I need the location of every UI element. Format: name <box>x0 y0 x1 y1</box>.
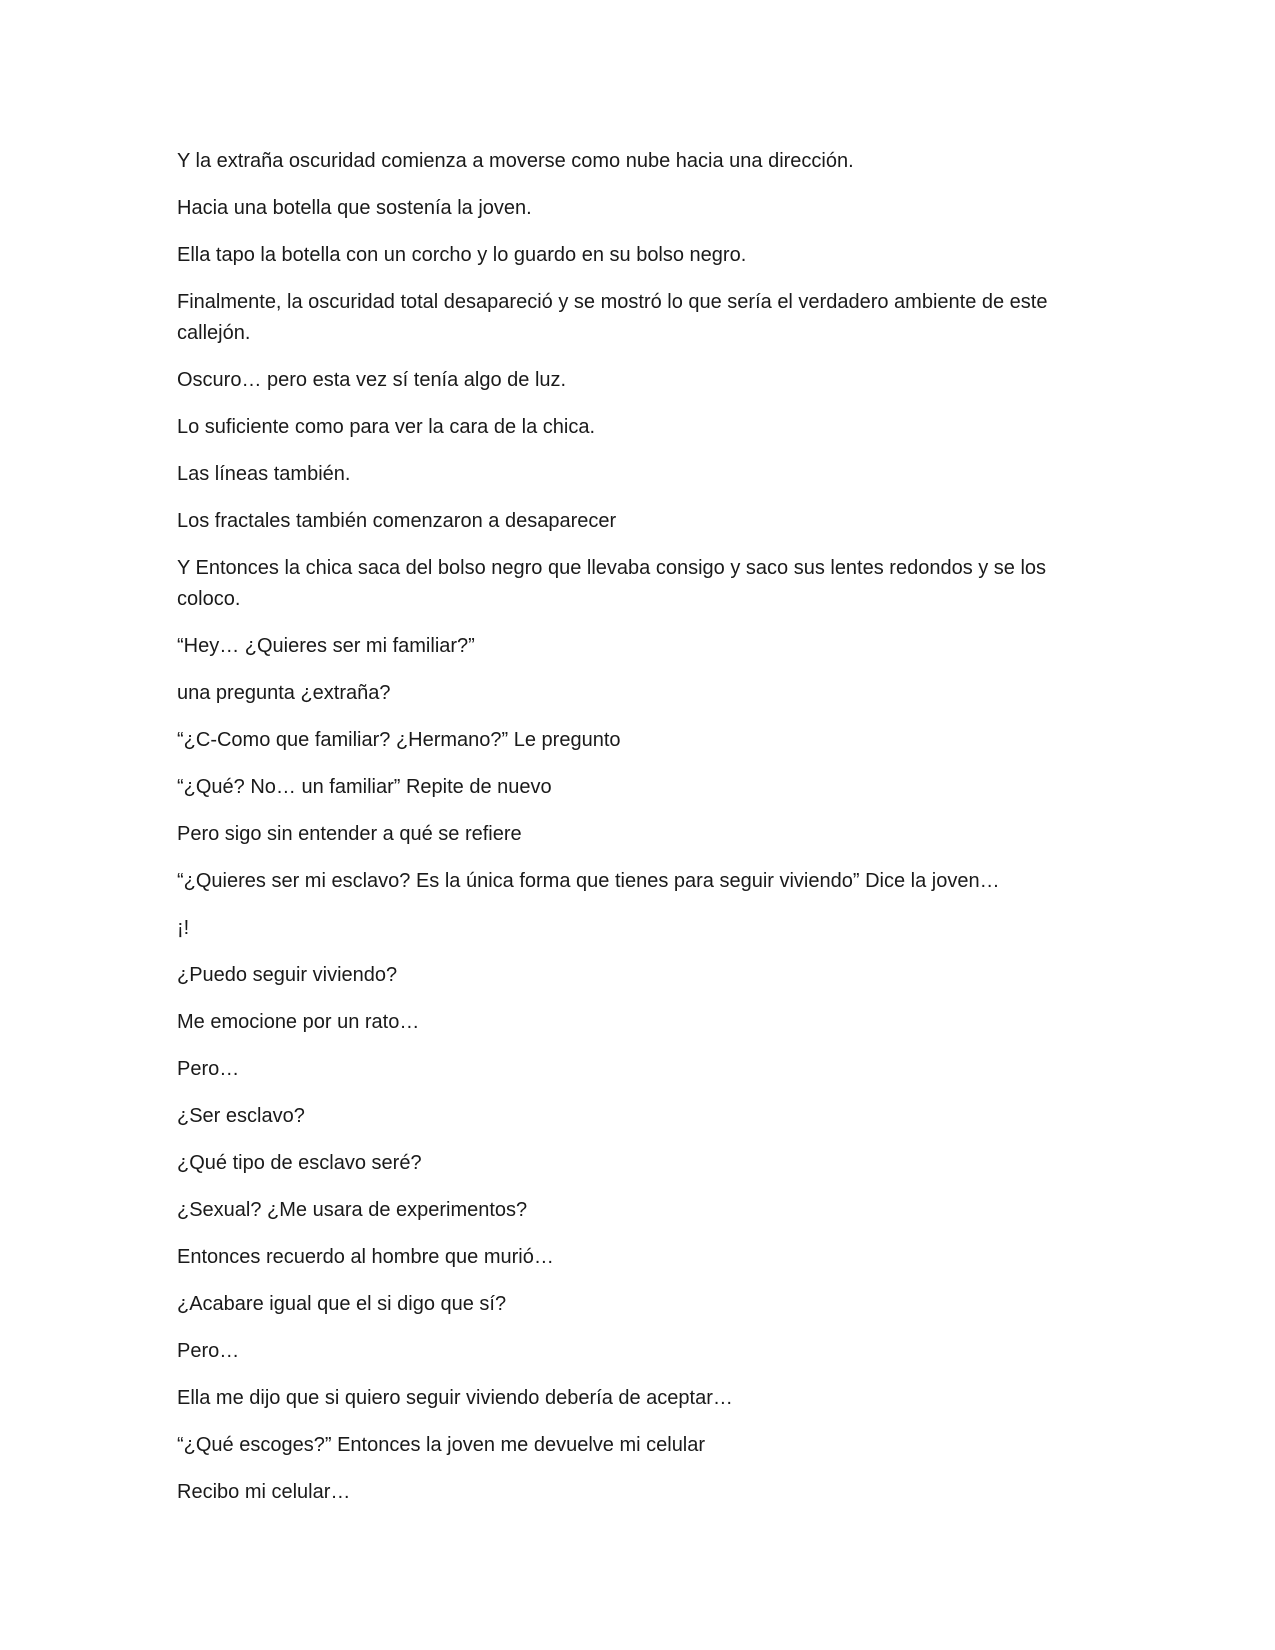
paragraph: Las líneas también. <box>177 463 351 485</box>
paragraph: “¿Qué? No… un familiar” Repite de nuevo <box>177 776 552 798</box>
paragraph: “¿Qué escoges?” Entonces la joven me devuelve mi celular <box>177 1434 706 1456</box>
paragraph: Ella tapo la botella con un corcho y lo guardo en su bolso negro. <box>177 244 747 266</box>
paragraph: Pero… <box>177 1340 240 1362</box>
paragraph: ¿Qué tipo de esclavo seré? <box>177 1152 422 1174</box>
document-body <box>177 146 1097 1524</box>
paragraph: Y Entonces la chica saca del bolso negro que llevaba consigo y saco sus lentes redondos y se los coloco. <box>177 557 1047 610</box>
paragraph: “Hey… ¿Quieres ser mi familiar?” <box>177 635 475 657</box>
paragraph: ¡! <box>177 917 190 939</box>
paragraph: Oscuro… pero esta vez sí tenía algo de luz. <box>177 369 567 391</box>
paragraph: Pero… <box>177 1058 240 1080</box>
paragraph: Recibo mi celular… <box>177 1481 351 1503</box>
paragraph: “¿C-Como que familiar? ¿Hermano?” Le pregunto <box>177 729 621 751</box>
paragraph: ¿Puedo seguir viviendo? <box>177 964 398 986</box>
paragraph: ¿Ser esclavo? <box>177 1105 305 1127</box>
paragraph: Me emocione por un rato… <box>177 1011 420 1033</box>
paragraph: ¿Acabare igual que el si digo que sí? <box>177 1293 507 1315</box>
paragraph: ¿Sexual? ¿Me usara de experimentos? <box>177 1199 528 1221</box>
paragraph: Ella me dijo que si quiero seguir viviendo debería de aceptar… <box>177 1387 733 1409</box>
paragraph: Los fractales también comenzaron a desaparecer <box>177 510 617 532</box>
paragraph: Hacia una botella que sostenía la joven. <box>177 197 532 219</box>
paragraph: Finalmente, la oscuridad total desapareció y se mostró lo que sería el verdadero ambiente de este callejón. <box>177 291 1048 344</box>
paragraph: Lo suficiente como para ver la cara de la chica. <box>177 416 595 438</box>
paragraph: Entonces recuerdo al hombre que murió… <box>177 1246 554 1268</box>
paragraph: Pero sigo sin entender a qué se refiere <box>177 823 522 845</box>
paragraph: Y la extraña oscuridad comienza a moverse como nube hacia una dirección. <box>177 150 854 172</box>
paragraph: una pregunta ¿extraña? <box>177 682 391 704</box>
paragraph: “¿Quieres ser mi esclavo? Es la única forma que tienes para seguir viviendo” Dice la joven… <box>177 870 1000 892</box>
